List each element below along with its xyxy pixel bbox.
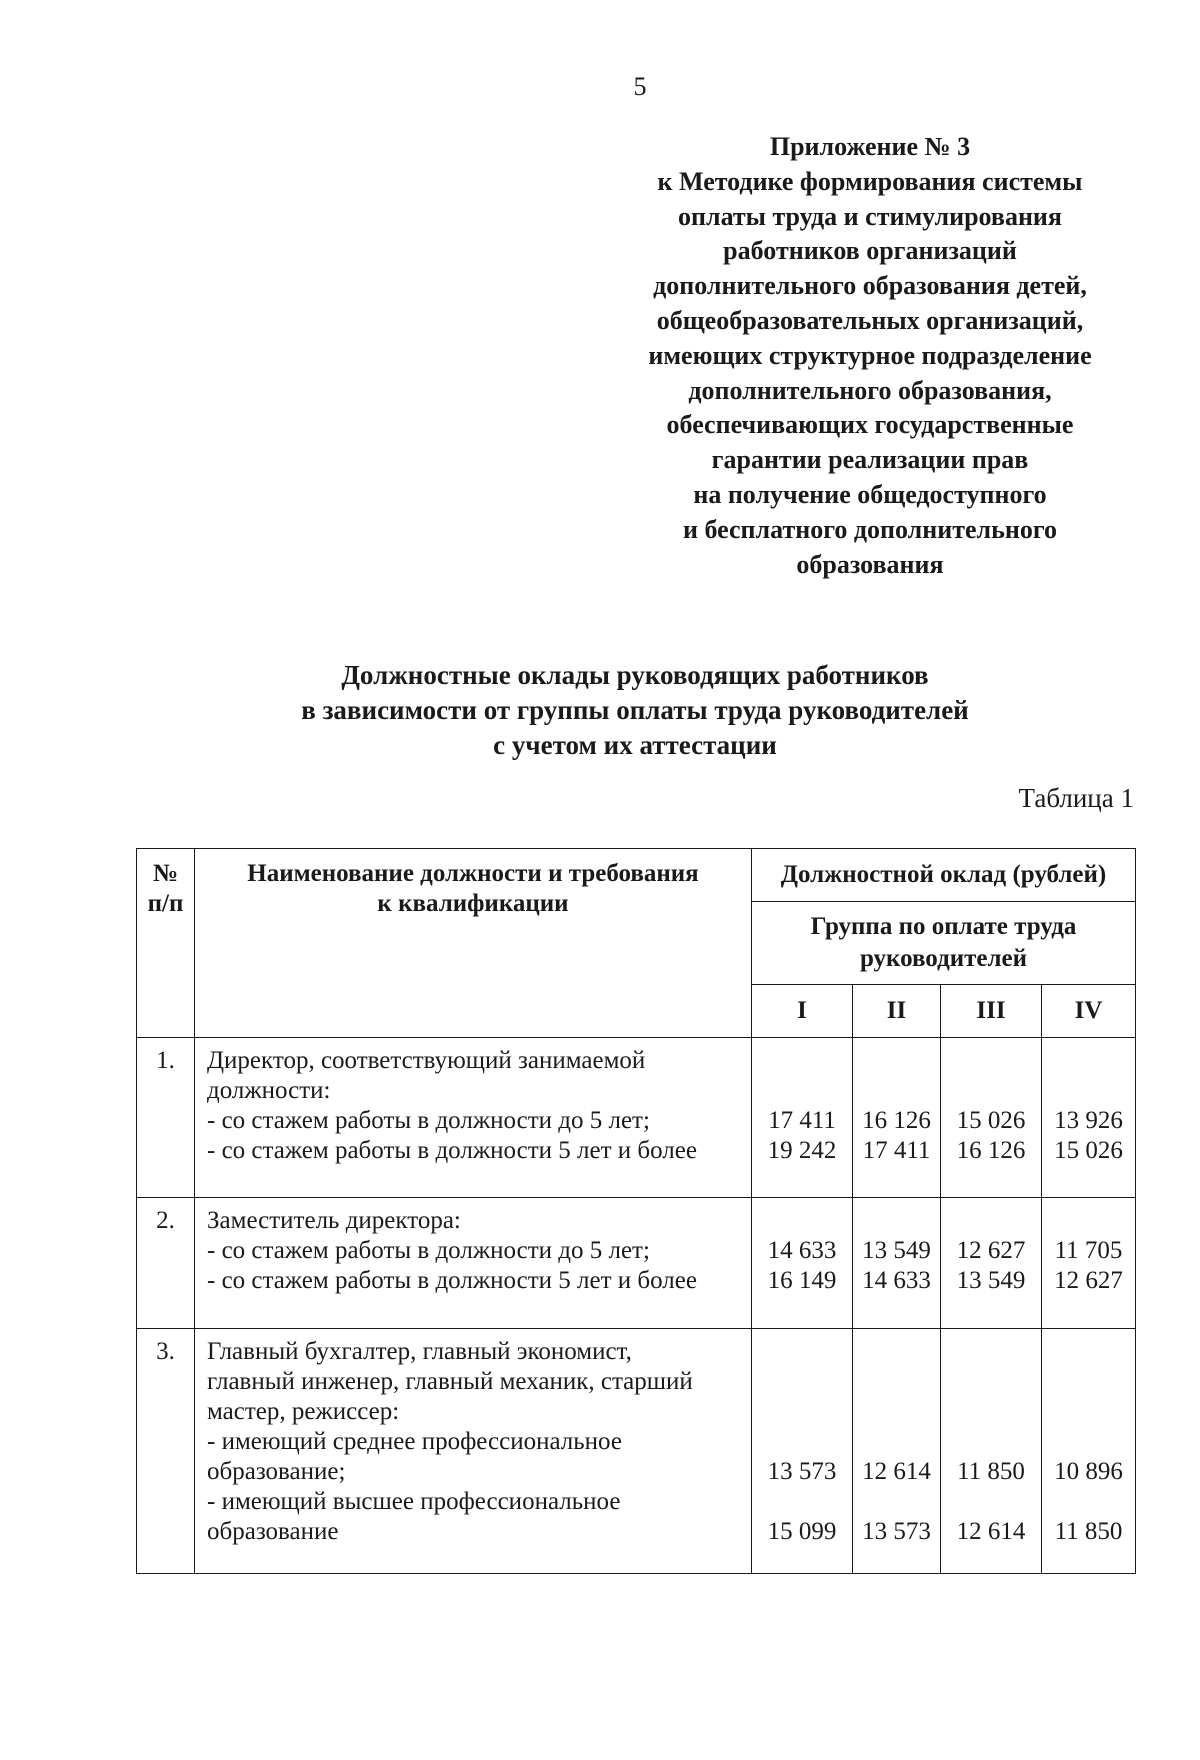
position-name — [195, 1038, 752, 1198]
appendix-line: работников организаций — [723, 236, 1017, 266]
position-line: Главный бухгалтер, главный экономист, — [207, 1338, 632, 1365]
header-num-line: п/п — [147, 890, 184, 917]
salary-value — [752, 1427, 852, 1457]
salary-value: 13 926 — [1054, 1107, 1123, 1134]
appendix-line: на получение общедоступного — [693, 479, 1047, 509]
header-group-line: руководителей — [859, 945, 1028, 972]
salary-group-3 — [941, 1038, 1042, 1198]
salary-value: 12 614 — [862, 1458, 931, 1485]
salary-value — [1042, 1487, 1135, 1517]
salary-value: 11 850 — [957, 1458, 1025, 1485]
salary-value — [941, 1367, 1041, 1397]
appendix-line: дополнительного образования детей, — [653, 271, 1087, 301]
table-row — [137, 1038, 1136, 1198]
salary-value — [941, 1337, 1041, 1367]
salary-value: 19 242 — [767, 1137, 837, 1164]
salary-value: 11 705 — [1054, 1237, 1123, 1264]
row-number: 1. — [137, 1038, 195, 1198]
document-title — [200, 658, 1070, 763]
salary-group-1 — [752, 1329, 853, 1574]
salary-value — [941, 1397, 1041, 1427]
salary-value — [853, 1367, 940, 1397]
position-line: - имеющий среднее профессиональное — [207, 1428, 622, 1455]
salary-value — [752, 1487, 852, 1517]
header-group — [752, 902, 1136, 985]
salary-group-2 — [853, 1329, 941, 1574]
salary-value — [752, 1076, 852, 1106]
header-group-2: II — [853, 985, 941, 1038]
table-row — [137, 1329, 1136, 1574]
salary-value — [752, 1206, 852, 1236]
salary-value — [752, 1367, 852, 1397]
salary-value: 15 026 — [956, 1107, 1026, 1134]
salary-value: 11 850 — [1054, 1518, 1123, 1545]
salary-value — [853, 1487, 940, 1517]
header-group-3: III — [941, 985, 1042, 1038]
salary-value — [1042, 1427, 1135, 1457]
salary-group-4 — [1042, 1038, 1136, 1198]
title-line: с учетом их аттестации — [493, 730, 777, 760]
salary-table — [136, 848, 1136, 1574]
salary-value: 13 549 — [956, 1267, 1026, 1294]
appendix-line: Приложение № 3 — [769, 132, 971, 161]
appendix-line: дополнительного образования, — [688, 375, 1052, 405]
salary-value — [1042, 1206, 1135, 1236]
position-line: - со стажем работы в должности 5 лет и более — [207, 1267, 697, 1294]
salary-value — [941, 1427, 1041, 1457]
salary-group-2 — [853, 1198, 941, 1329]
salary-value: 13 573 — [862, 1518, 931, 1545]
salary-value: 12 627 — [1054, 1267, 1123, 1294]
position-line: образование; — [207, 1458, 346, 1485]
salary-value: 12 627 — [956, 1237, 1026, 1264]
appendix-line: имеющих структурное подразделение — [648, 340, 1092, 370]
position-line: образование — [207, 1518, 339, 1545]
appendix-line: образования — [796, 549, 944, 579]
salary-group-4 — [1042, 1198, 1136, 1329]
position-name — [195, 1329, 752, 1574]
salary-group-3 — [941, 1198, 1042, 1329]
salary-value — [853, 1337, 940, 1367]
header-num-line: № — [152, 860, 179, 887]
salary-value: 12 614 — [956, 1518, 1026, 1545]
header-num — [137, 849, 195, 1038]
salary-value — [752, 1397, 852, 1427]
position-name — [195, 1198, 752, 1329]
header-group-1: I — [752, 985, 853, 1038]
salary-value: 15 099 — [767, 1518, 837, 1545]
table-row — [137, 1198, 1136, 1329]
salary-group-1 — [752, 1038, 853, 1198]
appendix-line: и бесплатного дополнительного — [683, 514, 1057, 544]
salary-value: 13 549 — [862, 1237, 931, 1264]
salary-value — [1042, 1046, 1135, 1076]
position-line: Директор, соответствующий занимаемой — [207, 1047, 646, 1074]
appendix-line: обеспечивающих государственные — [666, 410, 1074, 440]
salary-value — [1042, 1076, 1135, 1106]
header-name-line: к квалификации — [377, 890, 569, 917]
salary-value — [1042, 1337, 1135, 1367]
header-group-4: IV — [1042, 985, 1136, 1038]
salary-value — [941, 1046, 1041, 1076]
salary-value: 14 633 — [767, 1237, 837, 1264]
appendix-heading — [600, 130, 1140, 582]
salary-value: 17 411 — [768, 1107, 836, 1134]
salary-value — [853, 1427, 940, 1457]
table-label: Таблица 1 — [1018, 783, 1134, 813]
salary-value — [1042, 1367, 1135, 1397]
salary-value — [853, 1076, 940, 1106]
title-line: в зависимости от группы оплаты труда руководителей — [301, 695, 969, 725]
position-line: - имеющий высшее профессиональное — [207, 1488, 621, 1515]
salary-value: 10 896 — [1054, 1458, 1123, 1485]
salary-value — [941, 1206, 1041, 1236]
salary-value — [1042, 1397, 1135, 1427]
salary-group-4 — [1042, 1329, 1136, 1574]
appendix-line: оплаты труда и стимулирования — [678, 201, 1062, 231]
salary-value — [853, 1206, 940, 1236]
salary-value — [853, 1397, 940, 1427]
salary-value — [752, 1337, 852, 1367]
salary-value: 13 573 — [767, 1458, 837, 1485]
position-line: Заместитель директора: — [207, 1207, 461, 1234]
header-group-line: Группа по оплате труда — [810, 913, 1077, 940]
position-line: должности: — [207, 1077, 331, 1104]
title-line: Должностные оклады руководящих работников — [341, 660, 929, 690]
position-line: главный инженер, главный механик, старший — [207, 1368, 693, 1395]
page-number: 5 — [633, 72, 647, 101]
position-line: - со стажем работы в должности до 5 лет; — [207, 1237, 650, 1264]
salary-value: 16 126 — [862, 1107, 931, 1134]
appendix-line: к Методике формирования системы — [657, 166, 1083, 196]
salary-group-1 — [752, 1198, 853, 1329]
salary-value: 16 126 — [956, 1137, 1026, 1164]
salary-value — [853, 1046, 940, 1076]
position-line: - со стажем работы в должности до 5 лет; — [207, 1107, 650, 1134]
salary-value — [941, 1076, 1041, 1106]
salary-value: 15 026 — [1054, 1137, 1123, 1164]
appendix-line: гарантии реализации прав — [711, 445, 1029, 475]
header-name-line: Наименование должности и требования — [247, 860, 699, 887]
header-name — [195, 849, 752, 1038]
appendix-line: общеобразовательных организаций, — [656, 305, 1084, 335]
salary-value — [752, 1046, 852, 1076]
row-number: 2. — [137, 1198, 195, 1329]
header-salary: Должностной оклад (рублей) — [752, 849, 1136, 902]
position-line: - со стажем работы в должности 5 лет и более — [207, 1137, 697, 1164]
salary-group-3 — [941, 1329, 1042, 1574]
salary-group-2 — [853, 1038, 941, 1198]
salary-value: 14 633 — [862, 1267, 931, 1294]
salary-value: 16 149 — [767, 1267, 837, 1294]
position-line: мастер, режиссер: — [207, 1398, 400, 1425]
salary-value — [941, 1487, 1041, 1517]
row-number: 3. — [137, 1329, 195, 1574]
salary-value: 17 411 — [862, 1137, 931, 1164]
